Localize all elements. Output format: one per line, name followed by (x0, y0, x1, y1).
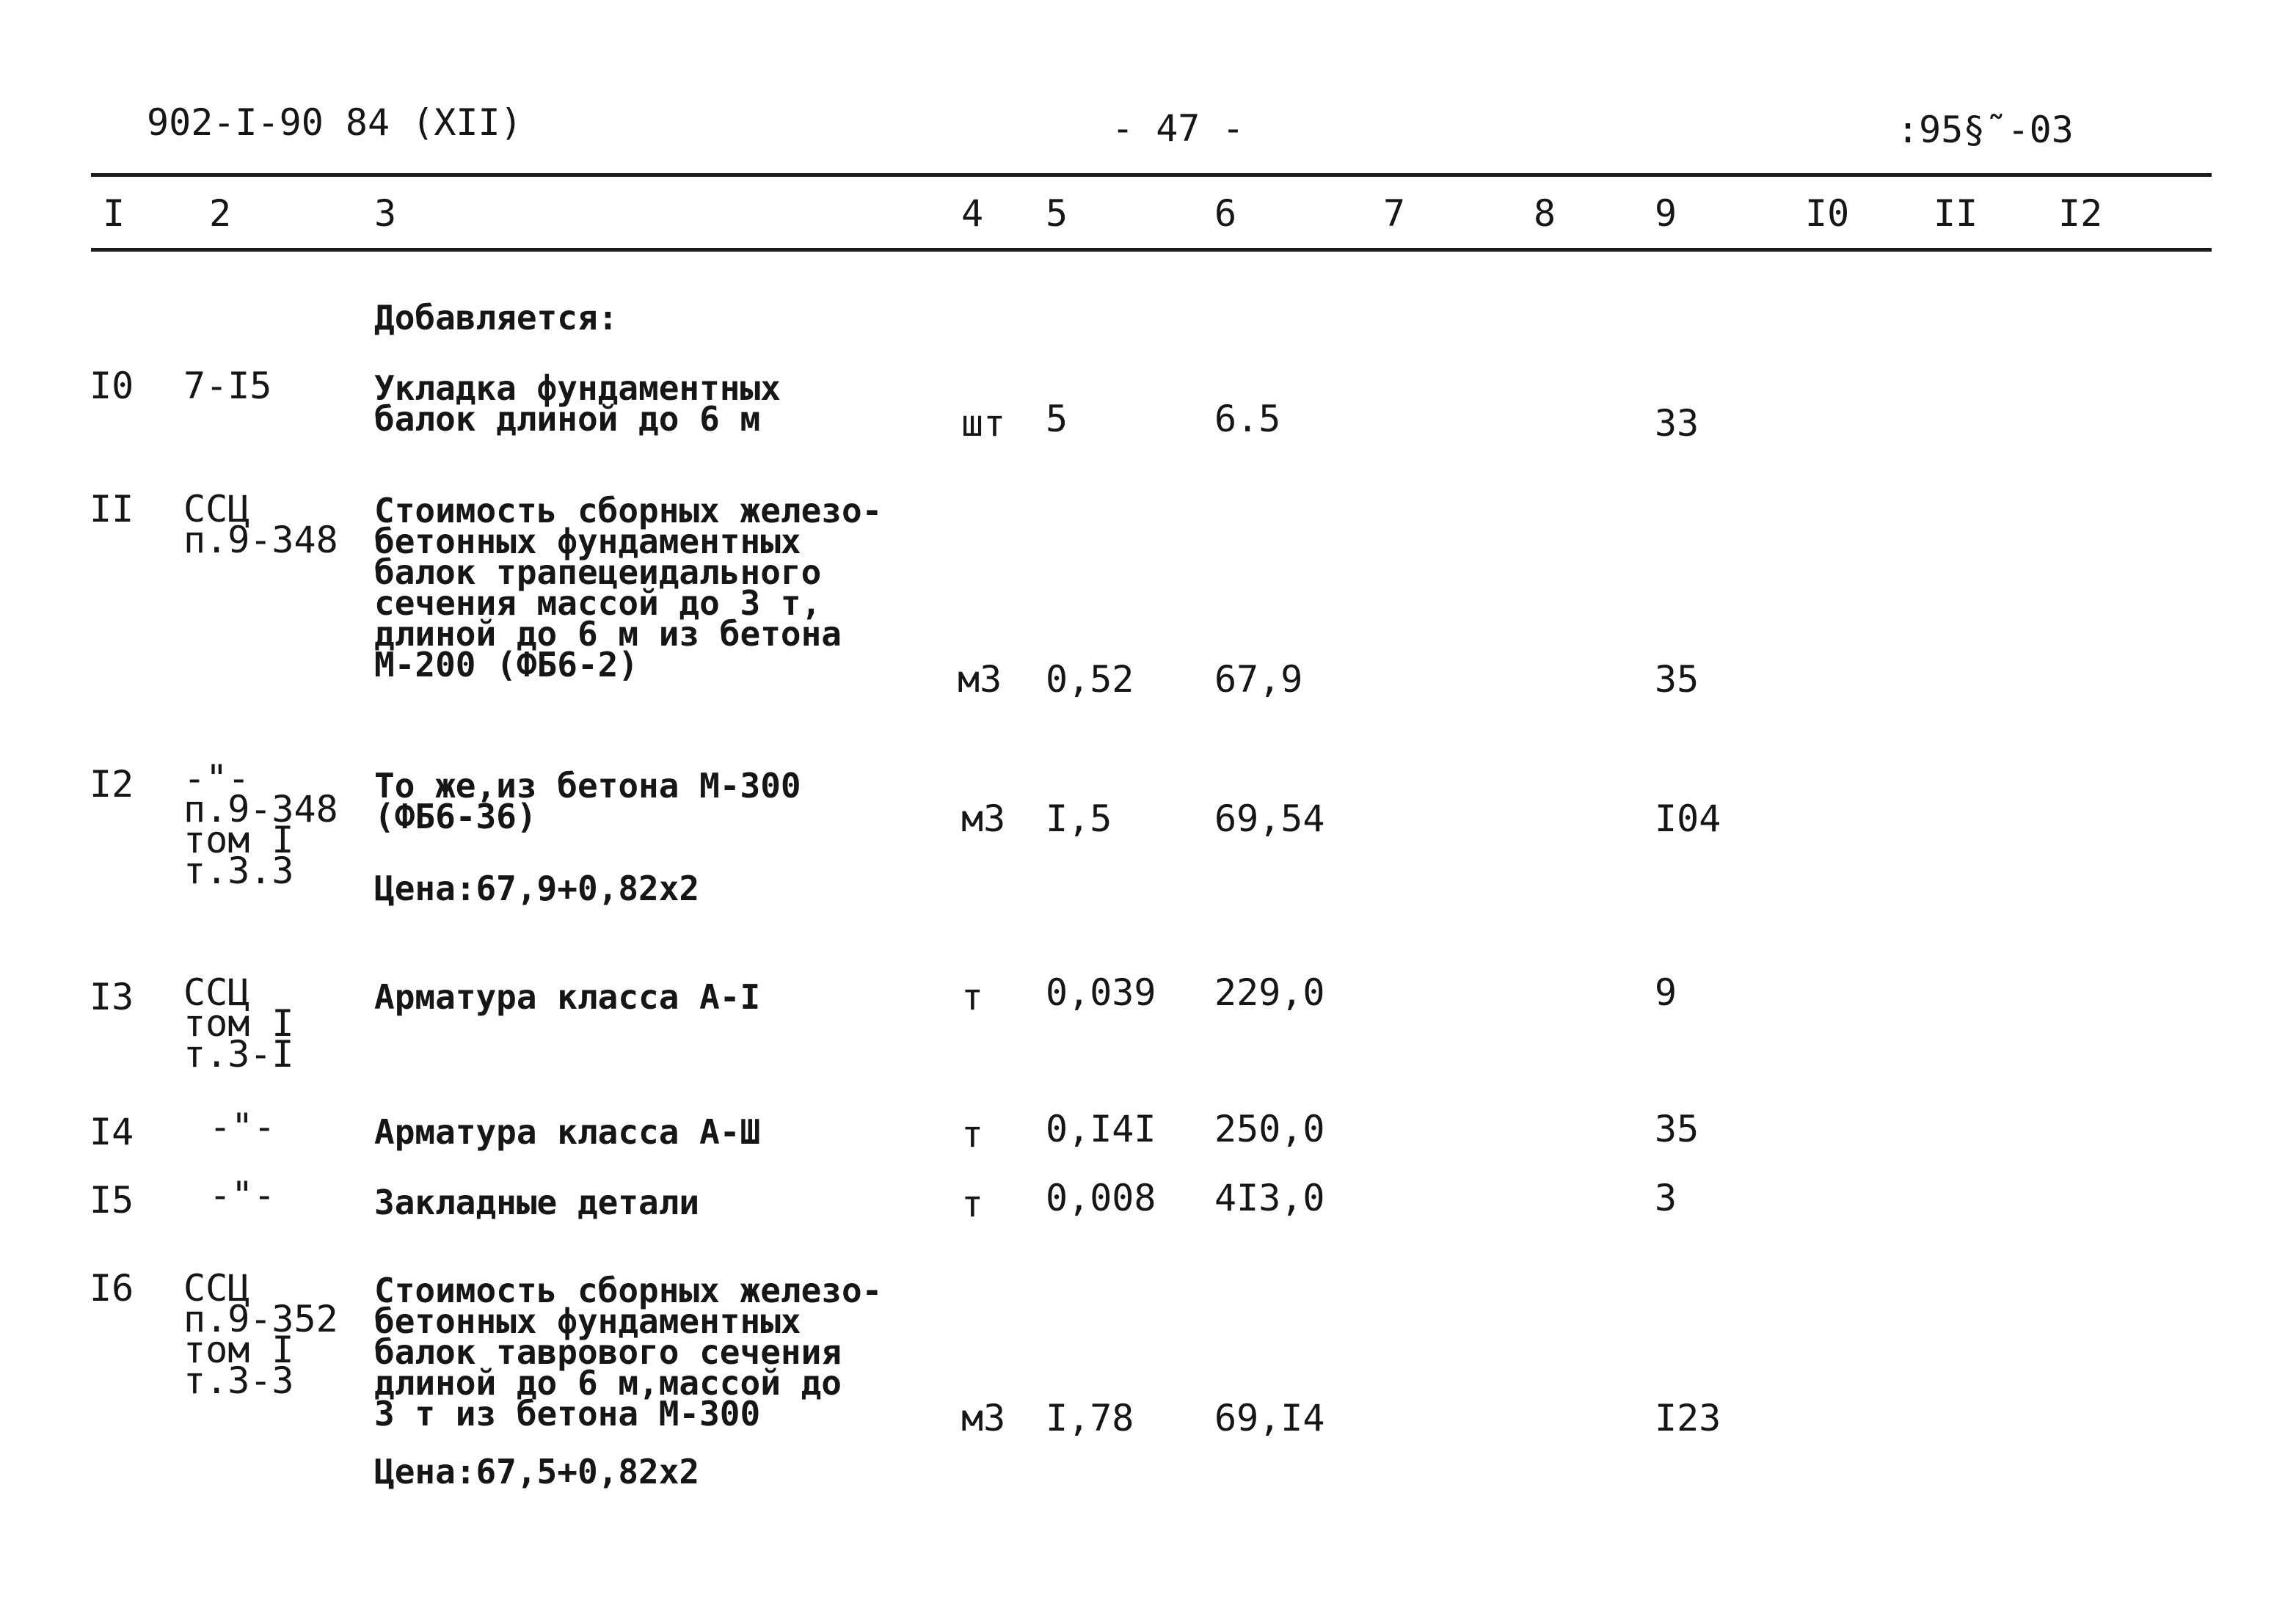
page-number: - 47 - (1112, 107, 1244, 150)
row-price-note: Цена:67,5+0,82x2 (374, 1452, 700, 1491)
row-unit: т (961, 1183, 984, 1225)
row-quantity: I,78 (1046, 1397, 1134, 1439)
column-number: 5 (1046, 192, 1068, 235)
row-code: -"- п.9-348 том I т.3.3 (183, 757, 338, 892)
row-quantity: 0,039 (1046, 971, 1156, 1014)
row-number: I0 (90, 365, 134, 407)
row-code: -"- (209, 1174, 276, 1216)
row-col9-value: 35 (1655, 658, 1699, 701)
row-number: I2 (90, 763, 134, 806)
column-number: 7 (1383, 192, 1406, 235)
section-note: Добавляется: (374, 298, 619, 337)
row-quantity: I,5 (1046, 797, 1112, 840)
row-number: I3 (90, 976, 134, 1018)
row-price: 67,9 (1214, 658, 1303, 701)
row-description: Укладка фундаментных балок длиной до 6 м (374, 368, 781, 439)
row-price: 229,0 (1214, 971, 1325, 1014)
row-price: 69,54 (1214, 797, 1325, 840)
row-unit: м3 (958, 658, 1002, 701)
row-number: I4 (90, 1111, 134, 1153)
document-number: :95§˜-03 (1897, 109, 2074, 151)
column-number: I (103, 192, 125, 235)
table-header-rule (91, 248, 2212, 252)
row-quantity: 0,008 (1046, 1177, 1156, 1219)
column-number: I0 (1805, 192, 1850, 235)
row-code: ССЦ п.9-352 том I т.3-3 (183, 1267, 338, 1402)
row-unit: м3 (961, 1397, 1006, 1439)
column-number: II (1934, 192, 1978, 235)
table-top-rule (91, 173, 2212, 177)
row-quantity: 0,I4I (1046, 1108, 1156, 1150)
row-col9-value: 33 (1655, 402, 1699, 445)
column-number: 8 (1534, 192, 1556, 235)
row-unit: т (961, 1113, 984, 1155)
row-price-note: Цена:67,9+0,82x2 (374, 869, 700, 908)
row-description: Арматура класса А-I (374, 977, 761, 1017)
row-description: То же,из бетона М-300 (ФБ6-36) (374, 766, 801, 836)
column-number: 2 (209, 192, 232, 235)
row-number: I6 (90, 1267, 134, 1310)
row-col9-value: 35 (1655, 1108, 1699, 1150)
row-description: Закладные детали (374, 1183, 700, 1222)
row-code: -"- (209, 1106, 276, 1148)
row-price: 250,0 (1214, 1108, 1325, 1150)
row-col9-value: I04 (1655, 797, 1721, 840)
row-quantity: 0,52 (1046, 658, 1134, 701)
column-number: 3 (374, 192, 397, 235)
document-code: 902-I-90 84 (XII) (147, 101, 522, 144)
row-code: ССЦ том I т.3-I (183, 971, 294, 1076)
row-col9-value: I23 (1655, 1397, 1721, 1439)
row-price: 4I3,0 (1214, 1177, 1325, 1219)
row-number: I5 (90, 1179, 134, 1222)
row-number: II (90, 488, 134, 530)
row-code: 7-I5 (183, 365, 272, 407)
row-quantity: 5 (1046, 398, 1068, 440)
row-description: Стоимость сборных железо- бетонных фундаментных балок таврового сечения длиной до 6 м,массой до 3 т из бетона М-300 (374, 1271, 883, 1434)
row-description: Стоимость сборных железо- бетонных фундаментных балок трапецеидального сечения массой до 3 т, длиной до 6 м из бетона М-200 (ФБ6-2) (374, 491, 883, 684)
row-unit: м3 (961, 797, 1006, 840)
column-number: 4 (961, 192, 984, 235)
row-unit: т (961, 976, 984, 1018)
row-col9-value: 3 (1655, 1177, 1677, 1219)
column-number: 9 (1655, 192, 1677, 235)
row-price: 6.5 (1214, 398, 1281, 440)
row-col9-value: 9 (1655, 971, 1677, 1014)
row-code: ССЦ п.9-348 (183, 488, 338, 561)
column-number: 6 (1214, 192, 1237, 235)
row-price: 69,I4 (1214, 1397, 1325, 1439)
row-unit: шт (961, 402, 1006, 445)
row-description: Арматура класса А-Ш (374, 1112, 761, 1152)
column-number: I2 (2058, 192, 2103, 235)
